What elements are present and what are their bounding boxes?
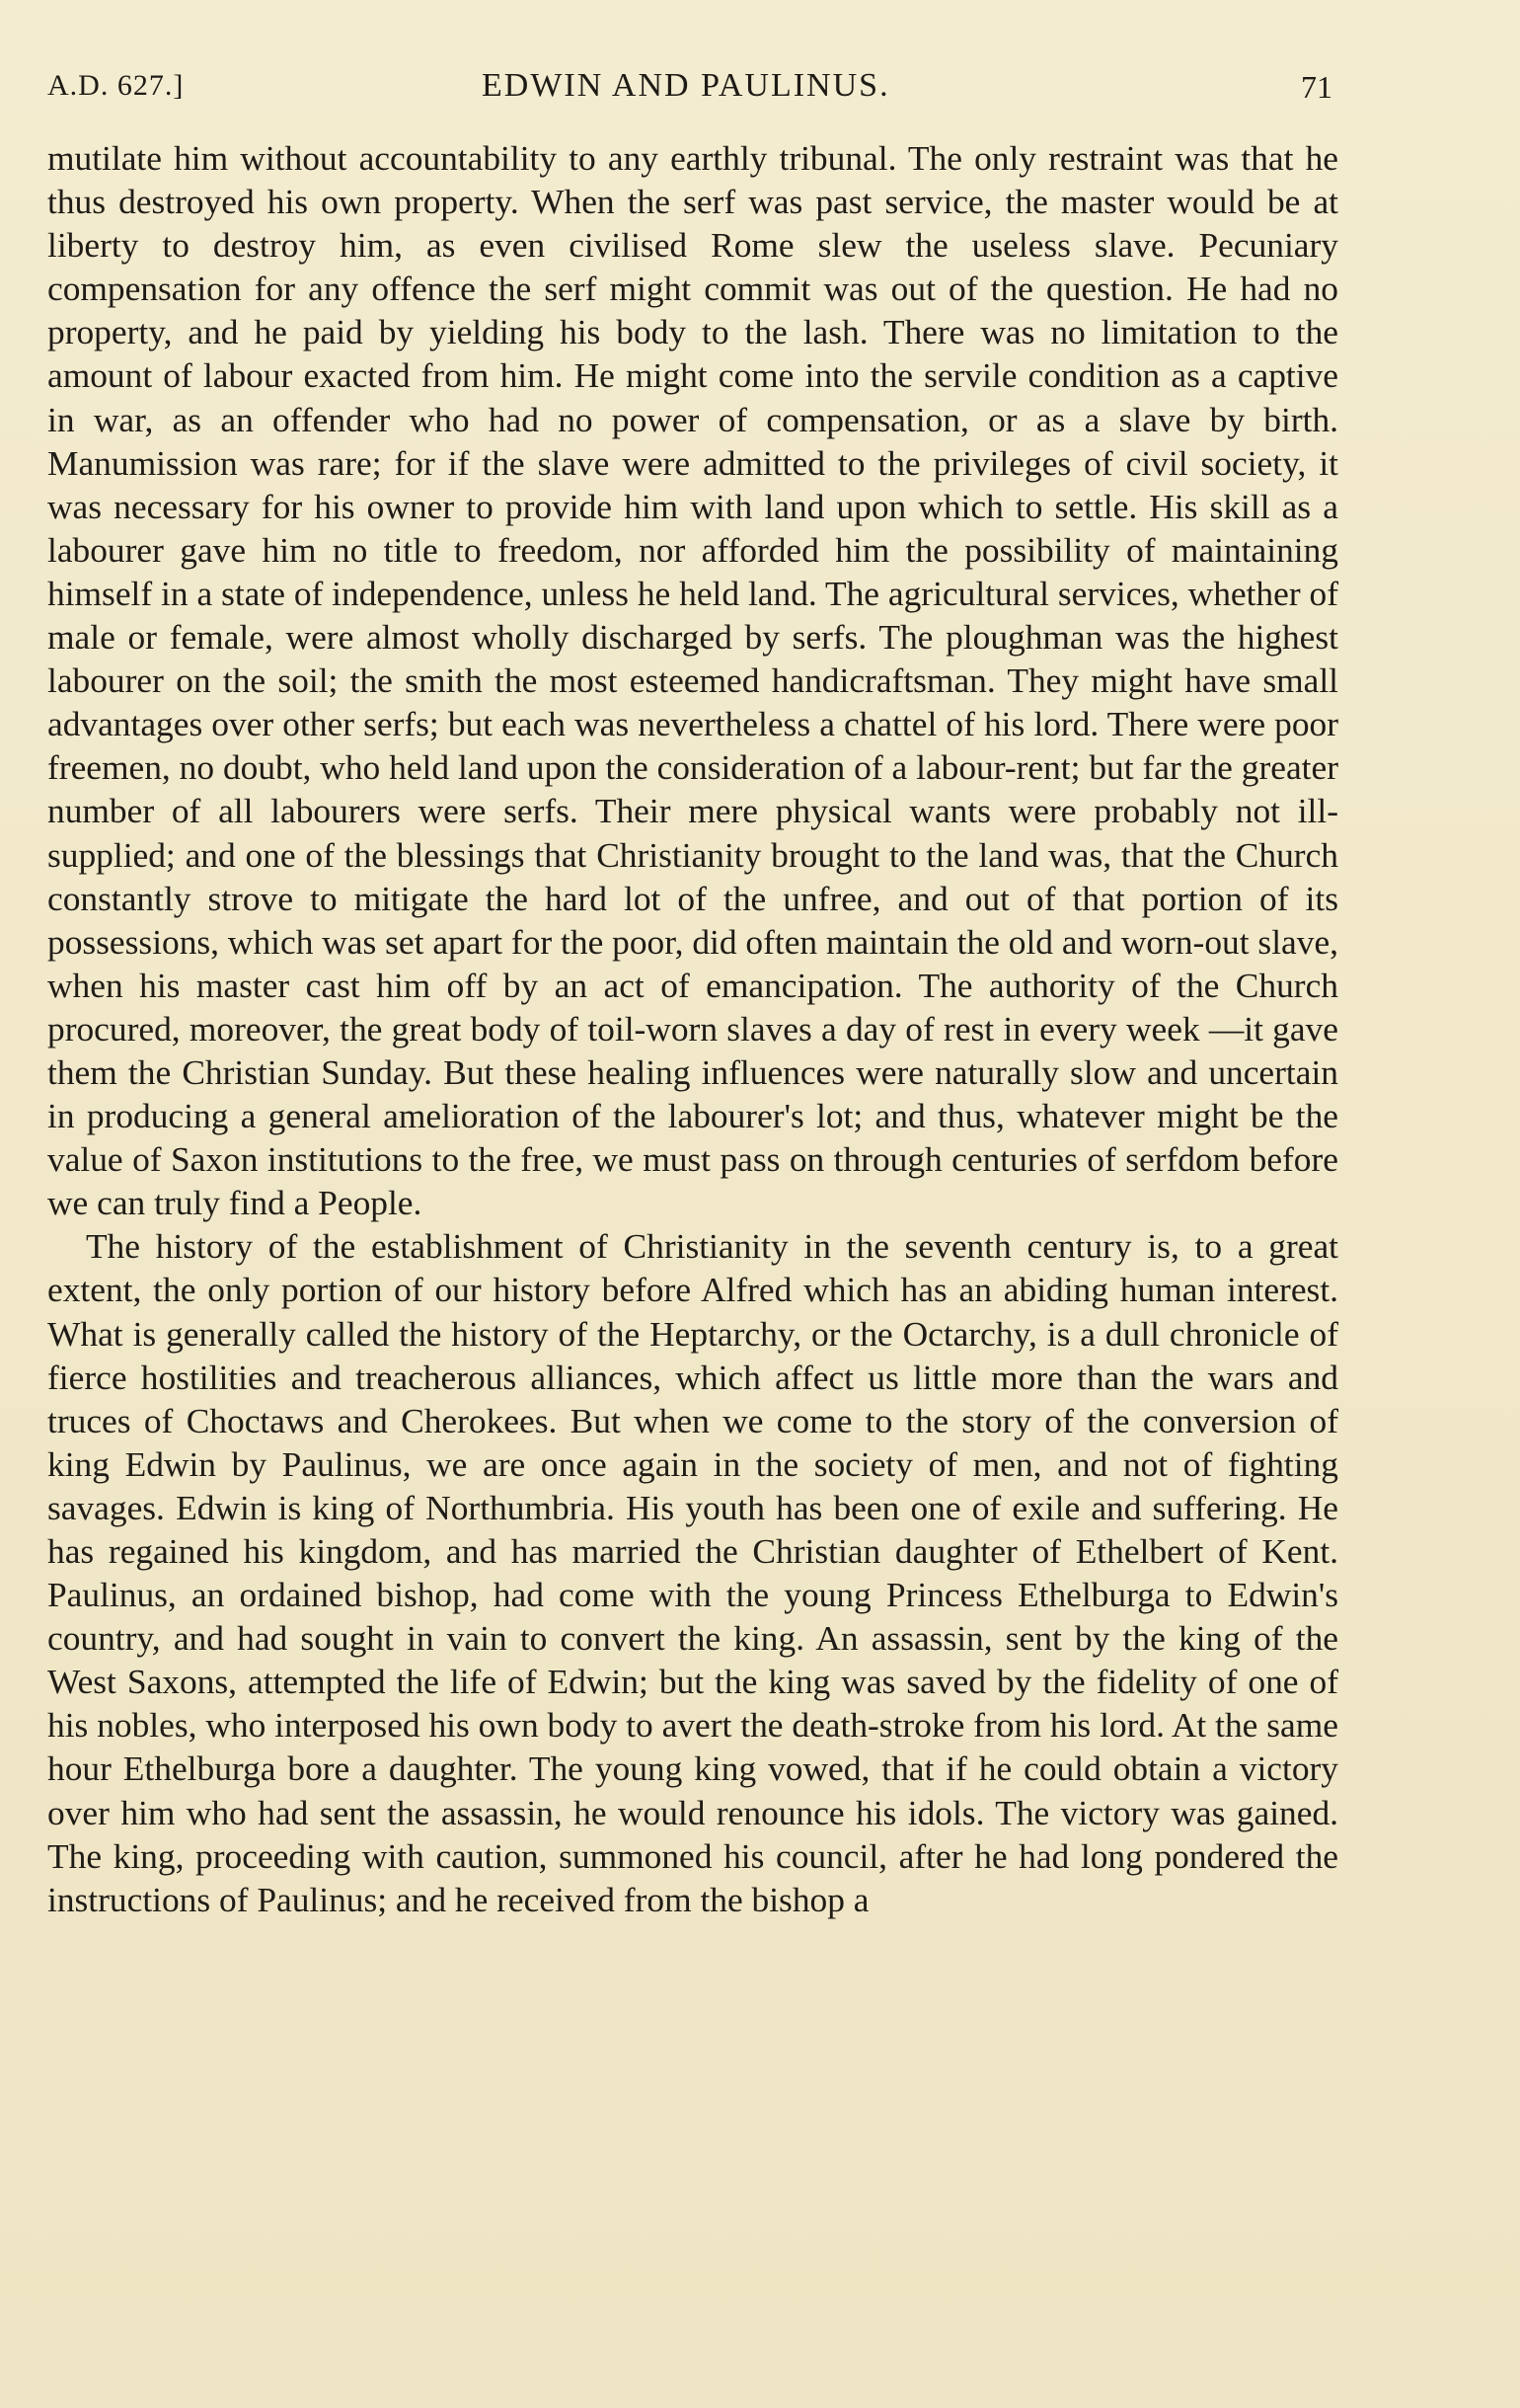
running-head-title: EDWIN AND PAULINUS. [482, 67, 890, 104]
running-head [47, 61, 1330, 120]
paragraph-2: The history of the establishment of Christianity in the seventh century is, to a great extent, the only portion of our history before Alfred which has an abiding human interest. What is generally called the history of the Heptarchy, or the Octarchy, is a dull chronicle of fierce hostilities and treacherous alliances, which affect us little more than the wars and truces of Choctaws and Cherokees. But when we come to the story of the conversion of king Edwin by Paulinus, we are once again in the society of men, and not of fighting savages. Edwin is king of Northumbria. His youth has been one of exile and suffering. He has regained his kingdom, and has married the Christian daughter of Ethelbert of Kent. Paulinus, an ordained bishop, had come with the young Princess Ethelburga to Edwin's country, and had sought in vain to convert the king. An assassin, sent by the king of the West Saxons, attempted the life of Edwin; but the king was saved by the fidelity of one of his nobles, who interposed his own body to avert the death-stroke from his lord. At the same hour Ethelburga bore a daughter. The young king vowed, that if he could obtain a victory over him who had sent the assassin, he would renounce his idols. The victory was gained. The king, proceeding with caution, summoned his council, after he had long pondered the instructions of Paulinus; and he received from the bishop a [47, 1226, 1338, 1919]
body-text [47, 136, 1338, 1921]
page-number: 71 [1301, 69, 1332, 105]
paragraph-1: mutilate him without accountability to any earthly tribunal. The only restraint was that he thus destroyed his own property. When the serf was past service, the master would be at liberty to destroy him, as even civilised Rome slew the useless slave. Pecuniary compensation for any offence the serf might commit was out of the question. He had no property, and he paid by yielding his body to the lash. There was no limitation to the amount of labour exacted from him. He might come into the servile condition as a captive in war, as an offender who had no power of compensation, or as a slave by birth. Manumission was rare; for if the slave were admitted to the privileges of civil society, it was necessary for his owner to provide him with land upon which to settle. His skill as a labourer gave him no title to freedom, nor afforded him the possibility of maintaining himself in a state of independence, unless he held land. The agricultural services, whether of male or female, were almost wholly discharged by serfs. The ploughman was the highest labourer on the soil; the smith the most esteemed handicraftsman. They might have small advantages over other serfs; but each was nevertheless a chattel of his lord. There were poor freemen, no doubt, who held land upon the consideration of a labour-rent; but far the greater number of all labourers were serfs. Their mere physical wants were probably not ill-supplied; and one of the blessings that Christianity brought to the land was, that the Church constantly strove to mitigate the hard lot of the unfree, and out of that portion of its possessions, which was set apart for the poor, did often maintain the old and worn-out slave, when his master cast him off by an act of emancipation. The authority of the Church procured, moreover, the great body of toil-worn slaves a day of rest in every week —it gave them the Christian Sunday. But these healing influences were naturally slow and uncertain in producing a general amelioration of the labourer's lot; and thus, whatever might be the value of Saxon institutions to the free, we must pass on through centuries of serfdom before we can truly find a People. [47, 138, 1338, 1223]
running-head-date: A.D. 627.] [47, 69, 185, 102]
